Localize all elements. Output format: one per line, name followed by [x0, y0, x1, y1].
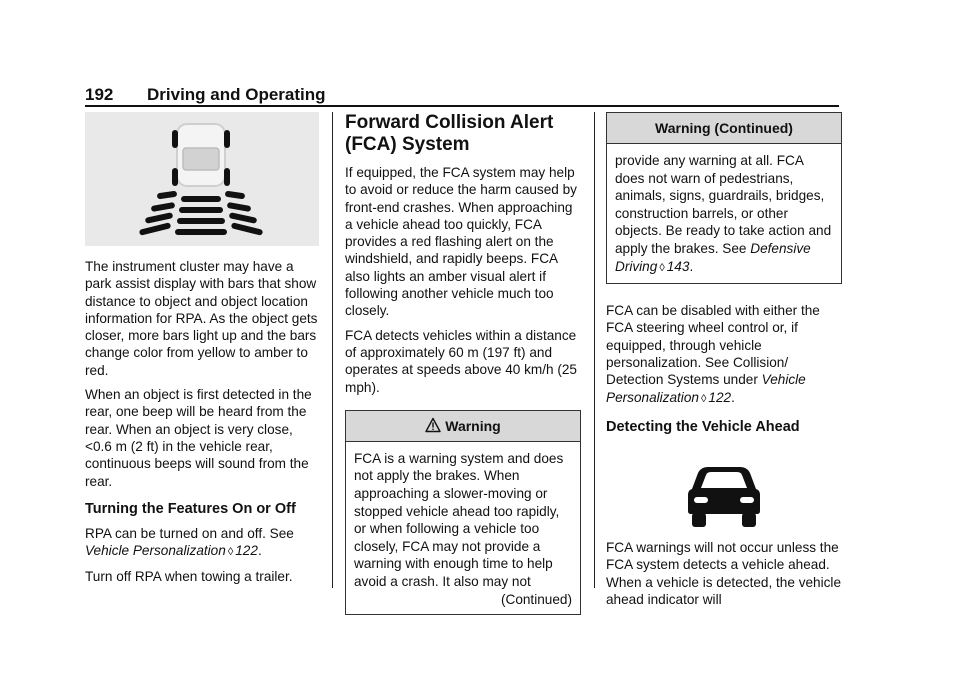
warning-text: FCA is a warning system and does not apply the brakes. When approaching a slower-moving or stopped vehicle ahead too rapidly, or when following a vehicle too closely, FCA may not provide a warning with enough time to help avoid a crash. It also may not [354, 450, 564, 590]
warning-box-continued [606, 112, 842, 284]
column-1 [85, 112, 321, 593]
continued-label: (Continued) [500, 591, 572, 607]
warning-icon [425, 417, 441, 433]
park-assist-display-icon [85, 112, 319, 246]
section-heading: Forward Collision Alert (FCA) System [345, 112, 554, 155]
paragraph: RPA can be turned on and off. See Vehicle Personalization ◊ 122. [85, 525, 294, 559]
page-ref[interactable]: 122 [708, 389, 732, 405]
warning-box [345, 410, 581, 615]
subheading: Turning the Features On or Off [85, 500, 296, 517]
warning-text: provide any warning at all. FCA does not warn of pedestrians, animals, signs, guardrails, bridges, construction barrels, or other objects. Be ready to take action and apply the brakes. See [615, 153, 832, 256]
paragraph: FCA can be disabled with either the FCA steering wheel control or, if equipped, through vehicle personalization. See Collision/ Detection Systems under Vehicle Personalization ◊ 122. [606, 303, 820, 405]
header-rule [85, 105, 839, 107]
cross-reference-link[interactable]: Defensive Driving [615, 240, 811, 274]
warning-body [346, 442, 580, 614]
page-header [85, 84, 839, 106]
paragraph: FCA warnings will not occur unless the FCA system detects a vehicle ahead. When a vehicle is detected, the vehicle ahead indicator will [606, 539, 842, 607]
park-assist-figure [85, 112, 319, 246]
vehicle-ahead-figure [606, 443, 842, 539]
section-title: Driving and Operating [147, 85, 326, 104]
paragraph: When an object is first detected in the rear, one beep will be heard from the rear. When an object is very close, <0.6 m (2 ft) in the vehicle rear, continuous beeps will sound from the rear. [85, 387, 312, 489]
page-ref-icon: ◊ [659, 261, 665, 274]
column-divider [332, 112, 333, 588]
cross-reference-link[interactable]: Vehicle Personalization [606, 372, 806, 405]
paragraph: If equipped, the FCA system may help to avoid or reduce the harm caused by front-end crashes. When approaching a vehicle ahead too quickly, FCA provides a red flashing alert on the windshield, and rapidly beeps. FCA also lights an amber visual alert if following another vehicle much too closely. [345, 165, 577, 319]
page-ref[interactable]: 122 [235, 543, 258, 559]
text: FCA can be disabled with either the FCA steering wheel control or, if equipped, through vehicle personalization. See Collision/ Detection Systems under [606, 303, 820, 388]
subheading: Detecting the Vehicle Ahead [606, 418, 800, 435]
page-number: 192 [85, 85, 114, 104]
column-2 [345, 112, 581, 623]
warning-header [346, 411, 580, 442]
text: RPA can be turned on and off. See [85, 525, 294, 541]
page-ref-icon: ◊ [700, 392, 707, 405]
vehicle-ahead-indicator-icon [606, 443, 842, 539]
warning-header: Warning (Continued) [607, 113, 841, 144]
page-ref[interactable]: 143 [666, 258, 690, 274]
warning-title: Warning [445, 417, 501, 434]
column-3 [606, 112, 842, 615]
paragraph: FCA detects vehicles within a distance of approximately 60 m (197 ft) and operates at speeds above 40 km/h (25 mph). [345, 327, 577, 395]
column-divider [594, 112, 595, 588]
paragraph: Turn off RPA when towing a trailer. [85, 569, 293, 585]
cross-reference-link[interactable]: Vehicle Personalization [85, 543, 226, 559]
paragraph: The instrument cluster may have a park assist display with bars that show distance to object and object location information for RPA. As the object gets closer, more bars light up and the bars change color from yellow to amber to red. [85, 259, 318, 378]
warning-body: provide any warning at all. FCA does not warn of pedestrians, animals, signs, guardrails, bridges, construction barrels, or other objects. Be ready to take action and apply the brakes. See Defensive Driving ◊ 143. [615, 153, 832, 274]
page-ref-icon: ◊ [227, 546, 234, 559]
